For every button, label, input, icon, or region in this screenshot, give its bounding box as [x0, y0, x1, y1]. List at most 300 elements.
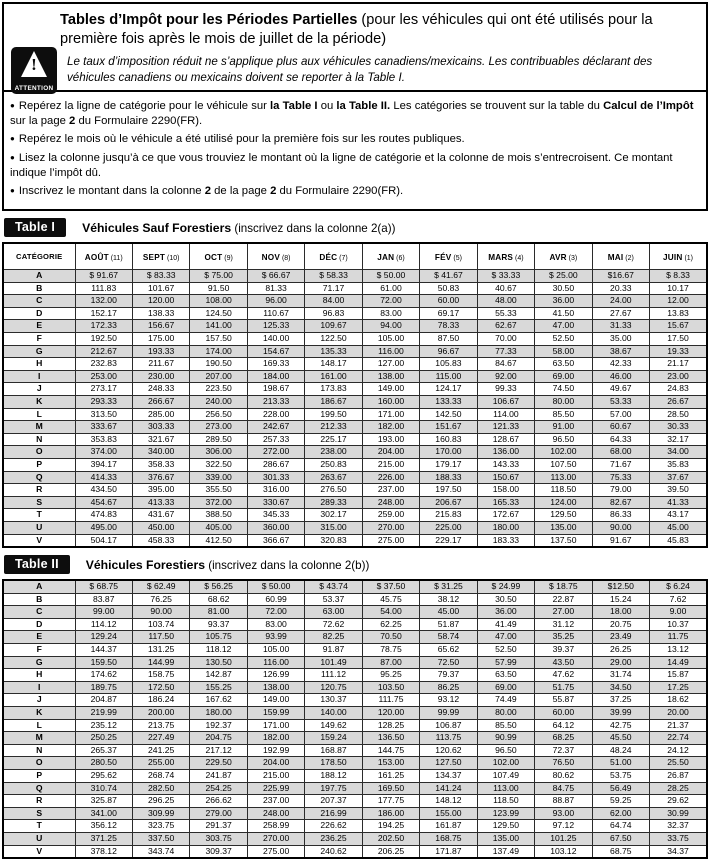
category-cell: B — [3, 593, 75, 606]
table-row — [3, 580, 707, 593]
tax-amount-cell: 68.62 — [190, 593, 247, 606]
month-column-header: MAI (2) — [592, 243, 649, 270]
attention-icon — [11, 47, 57, 94]
tax-amount-cell: 53.33 — [592, 395, 649, 408]
tax-amount-cell: 128.25 — [362, 719, 419, 732]
category-cell: R — [3, 484, 75, 497]
tax-amount-cell: 177.75 — [362, 795, 419, 808]
tax-amount-cell: $ 18.75 — [535, 580, 592, 593]
tax-amount-cell: 74.49 — [477, 694, 534, 707]
tax-amount-cell: 94.00 — [362, 320, 419, 333]
tax-amount-cell: 182.00 — [362, 421, 419, 434]
tax-amount-cell: 217.12 — [190, 744, 247, 757]
tax-amount-cell: 72.62 — [305, 618, 362, 631]
tax-amount-cell: 273.00 — [190, 421, 247, 434]
page-title-rest: (pour les véhicules qui ont été utilisés pour la première fois après le mois de juillet de la période) — [60, 12, 653, 47]
tax-amount-cell: $ 8.33 — [650, 270, 707, 283]
tax-amount-cell: 54.00 — [362, 606, 419, 619]
tax-amount-cell: 124.17 — [420, 383, 477, 396]
tax-amount-cell: 152.17 — [75, 307, 132, 320]
tax-amount-cell: 45.00 — [650, 521, 707, 534]
tax-amount-cell: 172.67 — [477, 509, 534, 522]
tax-amount-cell: 275.00 — [247, 845, 304, 858]
tax-amount-cell: 140.00 — [247, 333, 304, 346]
category-cell: P — [3, 458, 75, 471]
tax-amount-cell: 75.33 — [592, 471, 649, 484]
tax-amount-cell: 35.00 — [592, 333, 649, 346]
tax-amount-cell: 87.00 — [362, 656, 419, 669]
tax-table-1 — [2, 242, 708, 548]
category-cell: A — [3, 580, 75, 593]
table-row — [3, 370, 707, 383]
tax-amount-cell: 289.33 — [305, 496, 362, 509]
tax-amount-cell: 323.75 — [132, 820, 189, 833]
tax-amount-cell: 84.67 — [477, 358, 534, 371]
table-row — [3, 446, 707, 459]
tax-amount-cell: 257.33 — [247, 433, 304, 446]
tax-amount-cell: 32.37 — [650, 820, 707, 833]
tax-amount-cell: 225.99 — [247, 782, 304, 795]
table-row — [3, 358, 707, 371]
table-2-section-head — [4, 555, 706, 574]
tax-amount-cell: 193.00 — [362, 433, 419, 446]
tax-amount-cell: 129.50 — [535, 509, 592, 522]
tax-amount-cell: 175.00 — [132, 333, 189, 346]
tax-amount-cell: 149.00 — [362, 383, 419, 396]
tax-amount-cell: 265.37 — [75, 744, 132, 757]
tax-amount-cell: 188.12 — [305, 770, 362, 783]
tax-amount-cell: 228.00 — [247, 408, 304, 421]
tax-amount-cell: 151.67 — [420, 421, 477, 434]
tax-amount-cell: 65.62 — [420, 644, 477, 657]
tax-amount-cell: 51.75 — [535, 681, 592, 694]
tax-amount-cell: 495.00 — [75, 521, 132, 534]
tax-amount-cell: 330.67 — [247, 496, 304, 509]
tax-amount-cell: 219.99 — [75, 707, 132, 720]
tax-amount-cell: 325.87 — [75, 795, 132, 808]
tax-amount-cell: 248.00 — [247, 807, 304, 820]
category-cell: N — [3, 433, 75, 446]
tax-amount-cell: 127.50 — [420, 757, 477, 770]
tax-amount-cell: 413.33 — [132, 496, 189, 509]
tax-amount-cell: 64.74 — [592, 820, 649, 833]
tax-amount-cell: 291.37 — [190, 820, 247, 833]
category-cell: U — [3, 521, 75, 534]
tax-amount-cell: 394.17 — [75, 458, 132, 471]
tax-amount-cell: 45.50 — [592, 732, 649, 745]
tax-amount-cell: 178.50 — [305, 757, 362, 770]
tax-amount-cell: 96.67 — [420, 345, 477, 358]
tax-amount-cell: 132.00 — [75, 295, 132, 308]
tax-amount-cell: 41.49 — [477, 618, 534, 631]
table-1-body — [3, 270, 707, 548]
tax-amount-cell: 60.67 — [592, 421, 649, 434]
table-row — [3, 770, 707, 783]
tax-amount-cell: 41.33 — [650, 496, 707, 509]
tax-amount-cell: 30.50 — [477, 593, 534, 606]
tax-amount-cell: 63.50 — [477, 669, 534, 682]
tax-amount-cell: 141.24 — [420, 782, 477, 795]
category-cell: V — [3, 845, 75, 858]
tax-amount-cell: 12.00 — [650, 295, 707, 308]
tax-amount-cell: 374.00 — [75, 446, 132, 459]
tax-amount-cell: 130.50 — [190, 656, 247, 669]
tax-amount-cell: 431.67 — [132, 509, 189, 522]
tax-amount-cell: 158.00 — [477, 484, 534, 497]
tax-amount-cell: 388.50 — [190, 509, 247, 522]
tax-amount-cell: 83.00 — [362, 307, 419, 320]
tax-amount-cell: 129.24 — [75, 631, 132, 644]
tax-amount-cell: 200.00 — [132, 707, 189, 720]
tax-amount-cell: 226.62 — [305, 820, 362, 833]
tax-amount-cell: 90.99 — [477, 732, 534, 745]
tax-amount-cell: 173.83 — [305, 383, 362, 396]
table-row — [3, 719, 707, 732]
tax-amount-cell: 213.33 — [247, 395, 304, 408]
tax-amount-cell: 80.00 — [477, 707, 534, 720]
tax-amount-cell: 17.25 — [650, 681, 707, 694]
tax-amount-cell: 118.12 — [190, 644, 247, 657]
tax-amount-cell: 240.62 — [305, 845, 362, 858]
table-row — [3, 307, 707, 320]
tax-amount-cell: $ 58.33 — [305, 270, 362, 283]
tax-amount-cell: 225.00 — [420, 521, 477, 534]
tax-amount-cell: 395.00 — [132, 484, 189, 497]
tax-amount-cell: 236.25 — [305, 832, 362, 845]
tax-amount-cell: 48.24 — [592, 744, 649, 757]
tax-amount-cell: 31.12 — [535, 618, 592, 631]
tax-amount-cell: 113.00 — [477, 782, 534, 795]
tax-amount-cell: 295.62 — [75, 770, 132, 783]
table-row — [3, 606, 707, 619]
category-cell: O — [3, 446, 75, 459]
tax-amount-cell: 309.37 — [190, 845, 247, 858]
table-row — [3, 732, 707, 745]
tax-amount-cell: $12.50 — [592, 580, 649, 593]
category-cell: G — [3, 656, 75, 669]
tax-amount-cell: 39.37 — [535, 644, 592, 657]
table-row — [3, 433, 707, 446]
bullet-item — [10, 151, 700, 180]
table-2-badge: Table II — [4, 555, 70, 574]
tax-amount-cell: 86.33 — [592, 509, 649, 522]
tax-amount-cell: $ 37.50 — [362, 580, 419, 593]
tax-amount-cell: 235.12 — [75, 719, 132, 732]
table-2-body — [3, 580, 707, 858]
month-column-header: OCT (9) — [190, 243, 247, 270]
tax-amount-cell: 372.00 — [190, 496, 247, 509]
tax-amount-cell: 213.75 — [132, 719, 189, 732]
tax-amount-cell: $ 24.99 — [477, 580, 534, 593]
category-cell: C — [3, 295, 75, 308]
category-cell: K — [3, 707, 75, 720]
tax-amount-cell: 85.50 — [477, 719, 534, 732]
tax-amount-cell: 105.00 — [362, 333, 419, 346]
tax-amount-cell: 39.99 — [592, 707, 649, 720]
tax-amount-cell: 141.00 — [190, 320, 247, 333]
tax-amount-cell: 140.00 — [305, 707, 362, 720]
tax-amount-cell: 37.67 — [650, 471, 707, 484]
tax-amount-cell: 45.00 — [420, 606, 477, 619]
tax-amount-cell: 58.74 — [420, 631, 477, 644]
tax-amount-cell: 111.75 — [362, 694, 419, 707]
category-cell: F — [3, 333, 75, 346]
category-cell: I — [3, 681, 75, 694]
tax-amount-cell: 18.00 — [592, 606, 649, 619]
tax-amount-cell: 102.00 — [477, 757, 534, 770]
tax-amount-cell: 10.37 — [650, 618, 707, 631]
tax-amount-cell: 67.50 — [592, 832, 649, 845]
tax-amount-cell: 125.33 — [247, 320, 304, 333]
tax-amount-cell: 216.99 — [305, 807, 362, 820]
tax-amount-cell: 204.75 — [190, 732, 247, 745]
tax-amount-cell: 20.33 — [592, 282, 649, 295]
tax-amount-cell: 138.00 — [247, 681, 304, 694]
category-cell: A — [3, 270, 75, 283]
tax-amount-cell: 34.37 — [650, 845, 707, 858]
tax-amount-cell: 93.00 — [535, 807, 592, 820]
table-1-badge: Table I — [4, 218, 66, 237]
tax-amount-cell: 95.25 — [362, 669, 419, 682]
tax-amount-cell: 138.33 — [132, 307, 189, 320]
tax-amount-cell: 128.67 — [477, 433, 534, 446]
tax-amount-cell: 101.67 — [132, 282, 189, 295]
tax-amount-cell: 111.83 — [75, 282, 132, 295]
tax-amount-cell: 78.33 — [420, 320, 477, 333]
tax-amount-cell: 41.50 — [535, 307, 592, 320]
tax-amount-cell: 103.74 — [132, 618, 189, 631]
tax-amount-cell: 309.99 — [132, 807, 189, 820]
tax-amount-cell: 103.12 — [535, 845, 592, 858]
table-1-section-head — [4, 218, 706, 237]
category-cell: P — [3, 770, 75, 783]
tax-amount-cell: 109.67 — [305, 320, 362, 333]
tax-amount-cell: 129.50 — [477, 820, 534, 833]
tax-amount-cell: 103.50 — [362, 681, 419, 694]
month-column-header: AVR (3) — [535, 243, 592, 270]
tax-amount-cell: 97.12 — [535, 820, 592, 833]
tax-amount-cell: 149.62 — [305, 719, 362, 732]
tax-amount-cell: 182.00 — [247, 732, 304, 745]
tax-amount-cell: 27.67 — [592, 307, 649, 320]
tax-amount-cell: 226.00 — [362, 471, 419, 484]
tax-amount-cell: 189.75 — [75, 681, 132, 694]
tax-amount-cell: 74.50 — [535, 383, 592, 396]
tax-amount-cell: 93.37 — [190, 618, 247, 631]
tax-amount-cell: 105.00 — [247, 644, 304, 657]
document-page — [0, 2, 710, 856]
table-row — [3, 421, 707, 434]
tax-amount-cell: 180.00 — [477, 521, 534, 534]
tax-amount-cell: 68.00 — [592, 446, 649, 459]
tax-amount-cell: 28.25 — [650, 782, 707, 795]
category-cell: H — [3, 358, 75, 371]
tax-amount-cell: 80.00 — [535, 395, 592, 408]
tax-amount-cell: 227.49 — [132, 732, 189, 745]
table-row — [3, 644, 707, 657]
table-row — [3, 484, 707, 497]
tax-amount-cell: 310.74 — [75, 782, 132, 795]
tax-amount-cell: 174.62 — [75, 669, 132, 682]
tax-amount-cell: 99.00 — [75, 606, 132, 619]
tax-amount-cell: 313.50 — [75, 408, 132, 421]
tax-amount-cell: 34.00 — [650, 446, 707, 459]
category-cell: C — [3, 606, 75, 619]
tax-amount-cell: 59.25 — [592, 795, 649, 808]
tax-amount-cell: 92.00 — [477, 370, 534, 383]
tax-amount-cell: 215.83 — [420, 509, 477, 522]
tax-amount-cell: 110.67 — [247, 307, 304, 320]
tax-amount-cell: 204.00 — [247, 757, 304, 770]
category-cell: H — [3, 669, 75, 682]
tax-amount-cell: 315.00 — [305, 521, 362, 534]
tax-amount-cell: 276.50 — [305, 484, 362, 497]
month-column-header: NOV (8) — [247, 243, 304, 270]
category-cell: T — [3, 509, 75, 522]
tax-amount-cell: 172.50 — [132, 681, 189, 694]
tax-amount-cell: 167.62 — [190, 694, 247, 707]
tax-amount-cell: 83.00 — [247, 618, 304, 631]
tax-amount-cell: 303.33 — [132, 421, 189, 434]
tax-amount-cell: 106.87 — [420, 719, 477, 732]
table-row — [3, 345, 707, 358]
category-cell: D — [3, 307, 75, 320]
exclamation-icon: ! — [31, 55, 37, 75]
tax-amount-cell: 378.12 — [75, 845, 132, 858]
tax-amount-cell: 69.17 — [420, 307, 477, 320]
tax-amount-cell: $ 43.74 — [305, 580, 362, 593]
category-cell: B — [3, 282, 75, 295]
tax-amount-cell: 38.67 — [592, 345, 649, 358]
bullet-text: Repérez le mois où le véhicule a été utilisé pour la première fois sur les routes publiques. — [18, 133, 465, 146]
tax-amount-cell: 53.75 — [592, 770, 649, 783]
month-column-header: JUIN (1) — [650, 243, 707, 270]
table-row — [3, 593, 707, 606]
table-row — [3, 707, 707, 720]
tax-amount-cell: $ 68.75 — [75, 580, 132, 593]
table-row — [3, 496, 707, 509]
tax-amount-cell: 258.99 — [247, 820, 304, 833]
tax-amount-cell: 340.00 — [132, 446, 189, 459]
tax-amount-cell: 241.25 — [132, 744, 189, 757]
tax-amount-cell: 303.75 — [190, 832, 247, 845]
tax-amount-cell: 206.25 — [362, 845, 419, 858]
table-row — [3, 383, 707, 396]
tax-amount-cell: 135.00 — [477, 832, 534, 845]
tax-amount-cell: 172.33 — [75, 320, 132, 333]
tax-amount-cell: $16.67 — [592, 270, 649, 283]
tax-amount-cell: 23.00 — [650, 370, 707, 383]
bullet-icon: ● — [10, 101, 15, 110]
tax-amount-cell: 253.00 — [75, 370, 132, 383]
tax-amount-cell: $ 25.00 — [535, 270, 592, 283]
tax-amount-cell: 50.83 — [420, 282, 477, 295]
tax-amount-cell: 450.00 — [132, 521, 189, 534]
tax-amount-cell: 47.62 — [535, 669, 592, 682]
tax-amount-cell: 51.87 — [420, 618, 477, 631]
tax-amount-cell: 52.50 — [477, 644, 534, 657]
tax-amount-cell: 194.25 — [362, 820, 419, 833]
category-cell: I — [3, 370, 75, 383]
tax-amount-cell: 81.00 — [190, 606, 247, 619]
tax-amount-cell: 333.67 — [75, 421, 132, 434]
tax-amount-cell: 150.67 — [477, 471, 534, 484]
tax-amount-cell: 275.00 — [362, 534, 419, 547]
tax-amount-cell: 91.50 — [190, 282, 247, 295]
tax-amount-cell: 204.87 — [75, 694, 132, 707]
bullet-item — [10, 99, 700, 128]
tax-amount-cell: 223.50 — [190, 383, 247, 396]
tax-amount-cell: 124.50 — [190, 307, 247, 320]
tax-amount-cell: 71.67 — [592, 458, 649, 471]
tax-amount-cell: 30.99 — [650, 807, 707, 820]
tax-amount-cell: 343.74 — [132, 845, 189, 858]
tax-amount-cell: 198.67 — [247, 383, 304, 396]
table-row — [3, 333, 707, 346]
tax-amount-cell: 38.12 — [420, 593, 477, 606]
tax-amount-cell: 116.00 — [247, 656, 304, 669]
tax-amount-cell: 120.62 — [420, 744, 477, 757]
tax-amount-cell: 43.50 — [535, 656, 592, 669]
tax-amount-cell: 250.83 — [305, 458, 362, 471]
tax-amount-cell: 160.00 — [362, 395, 419, 408]
tax-amount-cell: 61.00 — [362, 282, 419, 295]
tax-amount-cell: 82.25 — [305, 631, 362, 644]
tax-amount-cell: 142.87 — [190, 669, 247, 682]
tax-amount-cell: 26.25 — [592, 644, 649, 657]
tax-amount-cell: 296.25 — [132, 795, 189, 808]
category-cell: D — [3, 618, 75, 631]
tax-amount-cell: 434.50 — [75, 484, 132, 497]
tax-amount-cell: 171.87 — [420, 845, 477, 858]
tax-amount-cell: 101.49 — [305, 656, 362, 669]
tax-amount-cell: 20.00 — [650, 707, 707, 720]
tax-amount-cell: 78.75 — [362, 644, 419, 657]
attention-note — [4, 50, 706, 94]
tax-amount-cell: 268.74 — [132, 770, 189, 783]
tax-amount-cell: 23.49 — [592, 631, 649, 644]
table-row — [3, 534, 707, 547]
tax-amount-cell: 123.99 — [477, 807, 534, 820]
tax-amount-cell: 72.37 — [535, 744, 592, 757]
tax-amount-cell: 57.99 — [477, 656, 534, 669]
table-row — [3, 618, 707, 631]
tax-amount-cell: 47.00 — [535, 320, 592, 333]
tax-amount-cell: 91.00 — [535, 421, 592, 434]
tax-amount-cell: 106.67 — [477, 395, 534, 408]
bullet-icon: ● — [10, 186, 15, 196]
tax-amount-cell: 72.00 — [247, 606, 304, 619]
attention-text: Le taux d’imposition réduit ne s’applique plus aux véhicules canadiens/mexicains. Les contribuables déclarant des véhicules canadiens ou mexicains doivent se reporter à la Table I. — [67, 55, 653, 84]
tax-amount-cell: $ 33.33 — [477, 270, 534, 283]
tax-amount-cell: 114.00 — [477, 408, 534, 421]
tax-amount-cell: 81.33 — [247, 282, 304, 295]
category-cell: G — [3, 345, 75, 358]
tax-amount-cell: 355.50 — [190, 484, 247, 497]
tax-amount-cell: $ 50.00 — [247, 580, 304, 593]
tax-amount-cell: $ 62.49 — [132, 580, 189, 593]
tax-amount-cell: 84.75 — [535, 782, 592, 795]
tax-amount-cell: 248.33 — [132, 383, 189, 396]
tax-amount-cell: 115.00 — [420, 370, 477, 383]
category-cell: V — [3, 534, 75, 547]
tax-amount-cell: 345.33 — [247, 509, 304, 522]
tax-amount-cell: 32.17 — [650, 433, 707, 446]
tax-amount-cell: 170.00 — [420, 446, 477, 459]
tax-amount-cell: 56.49 — [592, 782, 649, 795]
tax-amount-cell: 7.62 — [650, 593, 707, 606]
table-row — [3, 669, 707, 682]
